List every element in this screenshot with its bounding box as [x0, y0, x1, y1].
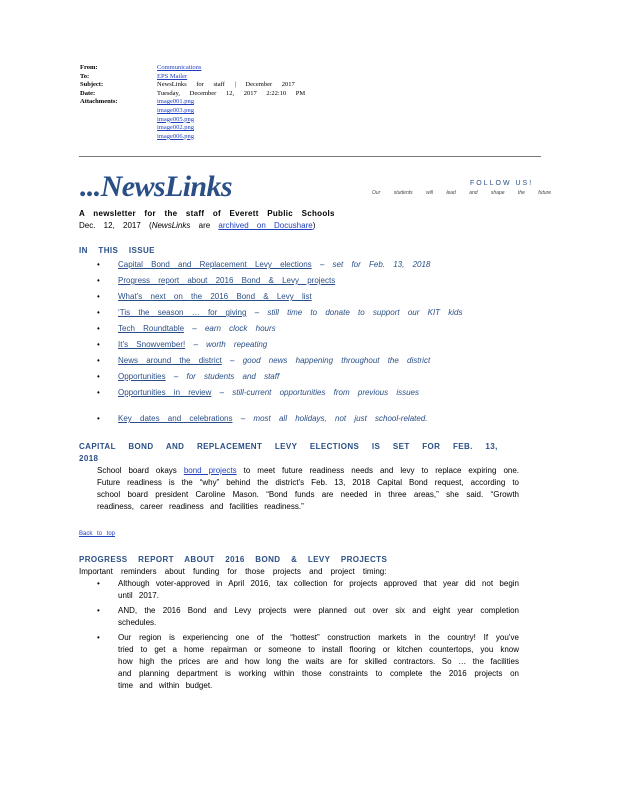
toc-link[interactable]: Tech Roundtable [118, 324, 185, 333]
progress-intro: Important reminders about funding for those projects and project timing: [79, 567, 387, 576]
newslinks-italic: NewsLinks [151, 221, 191, 230]
attachment-link[interactable]: image001.png [157, 98, 195, 106]
subject-label: Subject: [80, 81, 104, 89]
toc-desc: – earn clock hours [184, 324, 276, 333]
attachment-link[interactable]: image006.png [157, 132, 195, 140]
attachment-link[interactable]: image002.png [157, 124, 195, 132]
toc-desc: – worth repeating [185, 340, 268, 349]
toc-link[interactable]: Opportunities [118, 372, 166, 381]
toc-item [79, 385, 519, 401]
capital-paragraph [79, 465, 519, 513]
attachments-label: Attachments: [80, 98, 118, 106]
toc-item [79, 257, 519, 273]
progress-heading: PROGRESS REPORT ABOUT 2016 BOND & LEVY PROJECTS [79, 555, 388, 564]
date-prefix: Dec. 12, 2017 ( [79, 221, 152, 230]
back-to-top-link[interactable]: Back to top [79, 531, 116, 537]
toc-link[interactable]: News around the district [118, 356, 222, 365]
tagline: Our students will lead and shape the future [372, 190, 552, 196]
follow-us-label[interactable]: FOLLOW US! [470, 180, 534, 187]
toc-list [79, 257, 519, 427]
date-value: Tuesday, December 12, 2017 2:22:10 PM [157, 89, 306, 97]
attachments-list [157, 98, 305, 141]
close-paren: ) [312, 221, 316, 230]
toc-desc: – for students and staff [165, 372, 280, 381]
header-divider [79, 156, 541, 157]
toc-desc: – most all holidays, not just school-related. [232, 414, 428, 423]
from-link[interactable]: Communications [157, 64, 202, 71]
toc-link[interactable]: Key dates and celebrations [118, 414, 233, 423]
toc-link[interactable]: It’s Snowvember! [118, 340, 186, 349]
toc-item [79, 353, 519, 369]
toc-item [79, 321, 519, 337]
attachment-link[interactable]: image005.png [157, 115, 195, 123]
newsletter-date-line [79, 220, 519, 232]
capital-heading: CAPITAL BOND AND REPLACEMENT LEVY ELECTIONS IS SET FOR FEB. 13, 2018 [79, 442, 498, 463]
progress-bullets [79, 578, 519, 692]
newsletter-masthead: ...NewsLinks [80, 170, 232, 203]
toc-item [79, 411, 519, 427]
attachment-link[interactable]: image003.png [157, 106, 195, 114]
newsletter-body [79, 208, 519, 695]
toc-link[interactable]: ‘Tis the season … for giving [118, 308, 247, 317]
toc-link[interactable]: Progress report about 2016 Bond & Levy projects [118, 276, 336, 285]
from-label: From: [80, 64, 98, 71]
toc-desc: – set for Feb. 13, 2018 [311, 260, 431, 269]
toc-desc: – still-current opportunities from previous issues [211, 388, 419, 397]
toc-link[interactable]: Opportunities in review [118, 388, 212, 397]
capital-text-a: School board okays [97, 466, 184, 475]
date-label: Date: [80, 89, 96, 97]
in-this-issue-heading: IN THIS ISSUE [79, 246, 155, 255]
toc-item [79, 273, 519, 289]
newsletter-subtitle: A newsletter for the staff of Everett Public Schools [79, 209, 335, 218]
archive-link[interactable]: archived on Docushare [218, 221, 313, 230]
progress-bullet: • Our region is experiencing one of the “hottest” construction markets in the country! If you’ve tried to get a home repairman or someone to install flooring or kitchen countertops, you know how high the prices are and how long the waits are for skilled contractors. So … the facilities and planning department is working within those constraints to complete the 2016 projects on time and within budget. [79, 632, 519, 692]
bond-projects-link[interactable]: bond projects [183, 466, 237, 475]
toc-link[interactable]: Capital Bond and Replacement Levy elections [118, 260, 312, 269]
to-label: To: [80, 72, 90, 80]
toc-item [79, 337, 519, 353]
progress-bullet: • AND, the 2016 Bond and Levy projects were planned out over six and eight year completion schedules. [79, 605, 519, 629]
toc-item [79, 305, 519, 321]
toc-item [79, 289, 519, 305]
are-text: are [190, 221, 219, 230]
toc-desc: – still time to donate to support our KIT kids [246, 308, 463, 317]
toc-link[interactable]: What’s next on the 2016 Bond & Levy list [118, 292, 312, 301]
subject-value: NewsLinks for staff | December 2017 [157, 81, 295, 89]
to-link[interactable]: EPS Mailer [157, 72, 188, 80]
email-header [80, 64, 305, 141]
progress-bullet: • Although voter-approved in April 2016, tax collection for projects approved that year did not begin until 2017. [79, 578, 519, 602]
capital-text-b: to meet future readiness needs and levy to replace expiring one. Future readiness is the “why” behind the district’s Feb. 13, 2018 Capital Bond request, according to school board president Caroline Mason. “Bond funds are needed in three areas,” she said. “Growth readiness, career readiness and facilities readiness.” [97, 466, 520, 511]
toc-item [79, 369, 519, 385]
toc-desc: – good news happening throughout the district [221, 356, 431, 365]
